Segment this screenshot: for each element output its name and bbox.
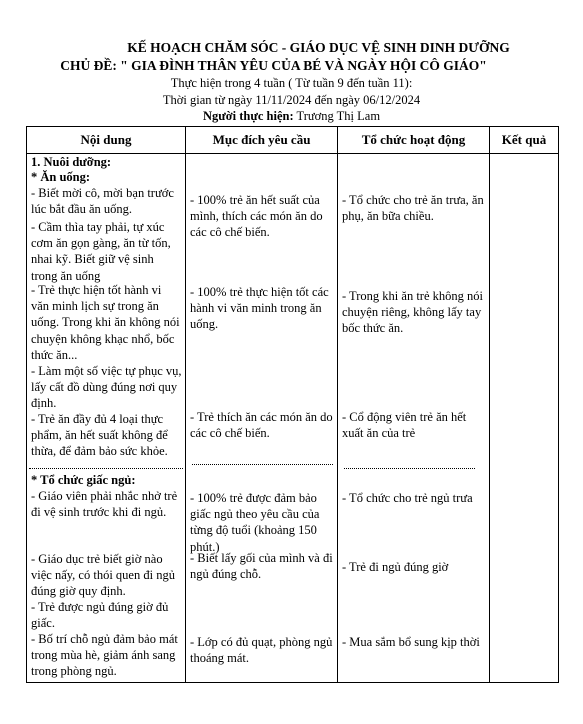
subsection-sleep: * Tổ chức giấc ngủ: — [31, 473, 136, 487]
executor-name: Trương Thị Lam — [293, 109, 381, 123]
dotted-separator — [29, 468, 183, 469]
header-activity: Tổ chức hoạt động — [338, 127, 490, 154]
activity-item: - Cổ động viên trẻ ăn hết xuất ăn của trẻ — [342, 410, 467, 441]
section-nutrition: 1. Nuôi dưỡng: — [31, 155, 112, 169]
objective-item: - 100% trẻ ăn hết suất của mình, thích các món ăn do các cô chế biến. — [190, 193, 323, 240]
content-item: - Trẻ được ngủ đúng giờ đủ giấc. — [31, 600, 169, 631]
activity-item: - Tổ chức cho trẻ ăn trưa, ăn phụ, ăn bữa chiều. — [342, 193, 484, 224]
content-item: - Bố trí chỗ ngủ đảm bảo mát trong mùa hè, giảm ánh sang trong phòng ngủ. — [31, 632, 178, 679]
objective-item: - Lớp có đủ quạt, phòng ngủ thoáng mát. — [190, 635, 333, 666]
content-cell — [27, 154, 186, 683]
content-item: - Làm một số việc tự phục vụ, lấy cất đồ dùng đúng nơi quy định. — [31, 364, 182, 411]
executor-label: Người thực hiện: — [202, 109, 294, 123]
duration-line: Thực hiện trong 4 tuần ( Từ tuần 9 đến tuần 11): — [170, 76, 413, 90]
document-title: KẾ HOẠCH CHĂM SÓC - GIÁO DỤC VỆ SINH DINH DƯỠNG — [127, 40, 510, 55]
objective-item: - Trẻ thích ăn các món ăn do các cô chế biến. — [190, 410, 333, 441]
activity-item: - Trong khi ăn trẻ không nói chuyện riêng, không lấy tay bốc thức ăn. — [342, 289, 483, 336]
activity-item: - Trẻ đi ngủ đúng giờ — [342, 560, 449, 574]
table-body-row — [27, 154, 559, 683]
content-item: - Giáo dục trẻ biết giờ nào việc nấy, có thói quen đi ngủ đúng giờ quy định. — [31, 552, 175, 599]
header-content: Nội dung — [27, 127, 186, 154]
activity-cell — [338, 154, 490, 683]
subsection-eating: * Ăn uống: — [31, 170, 91, 184]
care-plan-table — [26, 126, 559, 683]
header-result: Kết quả — [490, 127, 559, 154]
objective-item: - 100% trẻ thực hiện tốt các hành vi văn minh trong ăn uống. — [190, 285, 329, 332]
content-item: - Trẻ thực hiện tốt hành vi văn minh lịch sự trong ăn uống. Trong khi ăn không nói chuyện không khạc nhổ, bốc thức ăn... — [31, 283, 180, 362]
time-range-line: Thời gian từ ngày 11/11/2024 đến ngày 06/12/2024 — [162, 93, 421, 107]
activity-item: - Tổ chức cho trẻ ngủ trưa — [342, 491, 473, 505]
executor-line — [0, 109, 583, 124]
objective-cell — [186, 154, 338, 683]
content-item: - Biết mời cô, mời bạn trước lúc bắt đầu ăn uống. — [31, 186, 174, 217]
content-item: - Cầm thìa tay phải, tự xúc cơm ăn gọn gàng, ăn từ tốn, nhai kỹ. Biết giữ vệ sinh trong ăn uống — [31, 220, 171, 283]
table-header-row — [27, 127, 559, 154]
objective-item: - 100% trẻ được đảm bảo giấc ngủ theo yêu cầu của từng độ tuổi (khoảng 150 phút.) — [190, 491, 320, 554]
header-objective: Mục đích yêu cầu — [186, 127, 338, 154]
content-item: - Trẻ ăn đầy đủ 4 loại thực phẩm, ăn hết suất không để thừa, để đảm bảo sức khỏe. — [31, 412, 168, 459]
content-item: - Giáo viên phải nhắc nhở trẻ đi vệ sinh trước khi đi ngủ. — [31, 489, 178, 520]
activity-item: - Mua sắm bổ sung kịp thời — [342, 635, 480, 649]
dotted-separator — [344, 468, 475, 469]
theme-title: CHỦ ĐỀ: " GIA ĐÌNH THÂN YÊU CỦA BÉ VÀ NGÀY HỘI CÔ GIÁO" — [60, 58, 487, 73]
result-cell — [490, 154, 559, 683]
dotted-separator — [192, 464, 333, 465]
objective-item: - Biết lấy gối của mình và đi ngủ đúng chỗ. — [190, 551, 333, 582]
